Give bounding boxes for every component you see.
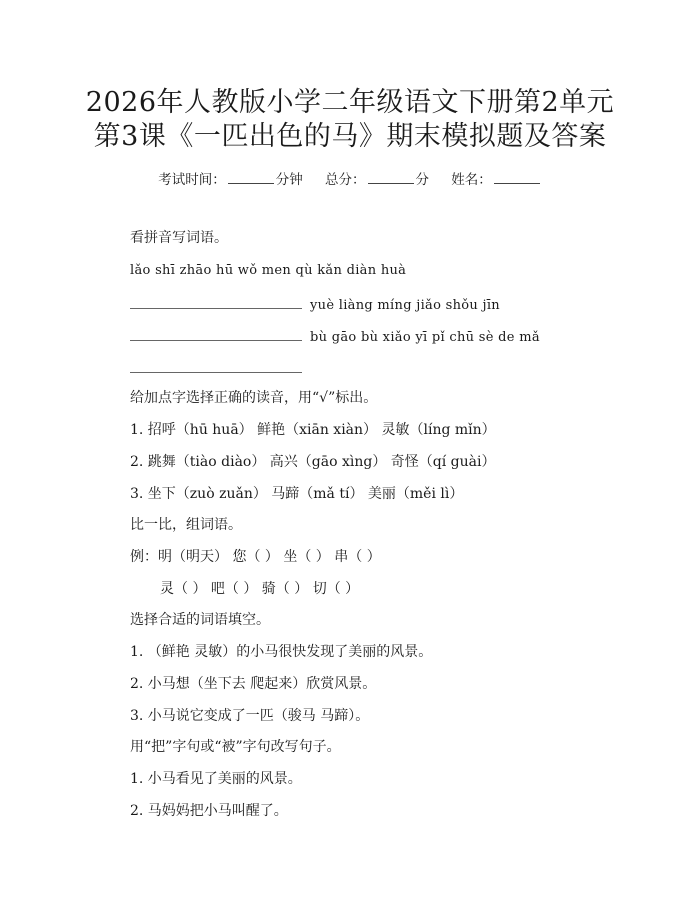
pinyin-line-1: lǎo shī zhāo hū wǒ men qù kǎn diàn huà xyxy=(130,263,407,278)
total-score-label: 总分： xyxy=(325,172,366,188)
answer-line-1 xyxy=(130,294,500,315)
reading-question-3: 3. 坐下（zuò zuǎn） 马蹄（mǎ tí） 美丽（měi lì） xyxy=(130,486,464,502)
answer-line-3 xyxy=(130,358,302,378)
answer-blank-1[interactable] xyxy=(130,294,302,309)
exam-info-row xyxy=(0,170,700,189)
student-name-label: 姓名： xyxy=(451,172,492,188)
total-score-blank[interactable] xyxy=(368,170,414,184)
document-title-line-1: 2026年人教版小学二年级语文下册第2单元 xyxy=(85,87,615,118)
pinyin-line-2: yuè liàng míng jiǎo shǒu jīn xyxy=(310,298,500,313)
rewrite-question-2: 2. 马妈妈把小马叫醒了。 xyxy=(130,803,288,819)
document-title-line-2: 第3课《一匹出色的马》期末模拟题及答案 xyxy=(93,121,607,152)
answer-blank-2[interactable] xyxy=(130,326,302,341)
rewrite-question-1: 1. 小马看见了美丽的风景。 xyxy=(130,771,302,787)
section-heading-compare: 比一比，组词语。 xyxy=(130,517,242,533)
pinyin-line-3: bù gāo bù xiǎo yī pǐ chū sè de mǎ xyxy=(310,330,540,345)
answer-line-2 xyxy=(130,326,540,347)
reading-question-2: 2. 跳舞（tiào diào） 高兴（gāo xìng） 奇怪（qí guài） xyxy=(130,454,496,470)
section-heading-pinyin: 看拼音写词语。 xyxy=(130,230,228,246)
fill-question-3: 3. 小马说它变成了一匹（骏马 马蹄）。 xyxy=(130,708,370,724)
section-heading-reading: 给加点字选择正确的读音，用“√”标出。 xyxy=(130,390,378,406)
section-heading-rewrite: 用“把”字句或“被”字句改写句子。 xyxy=(130,739,341,755)
answer-blank-3[interactable] xyxy=(130,358,302,373)
section-heading-fill: 选择合适的词语填空。 xyxy=(130,612,270,628)
student-name-blank[interactable] xyxy=(494,170,540,184)
compare-row-2: 灵（ ） 吧（ ） 骑（ ） 切（ ） xyxy=(160,581,360,597)
exam-time-label: 考试时间： xyxy=(158,172,226,188)
reading-question-1: 1. 招呼（hū huā） 鲜艳（xiān xiàn） 灵敏（líng mǐn） xyxy=(130,422,496,438)
fill-question-1: 1. （鲜艳 灵敏）的小马很快发现了美丽的风景。 xyxy=(130,644,433,660)
fill-question-2: 2. 小马想（坐下去 爬起来）欣赏风景。 xyxy=(130,676,377,692)
total-score-unit: 分 xyxy=(415,172,429,188)
student-name xyxy=(451,172,542,188)
exam-time xyxy=(158,172,307,188)
compare-row-1: 例：明（明天） 您（ ） 坐（ ） 串（ ） xyxy=(130,549,381,565)
total-score xyxy=(325,172,433,188)
exam-time-blank[interactable] xyxy=(228,170,274,184)
exam-time-unit: 分钟 xyxy=(275,172,303,188)
